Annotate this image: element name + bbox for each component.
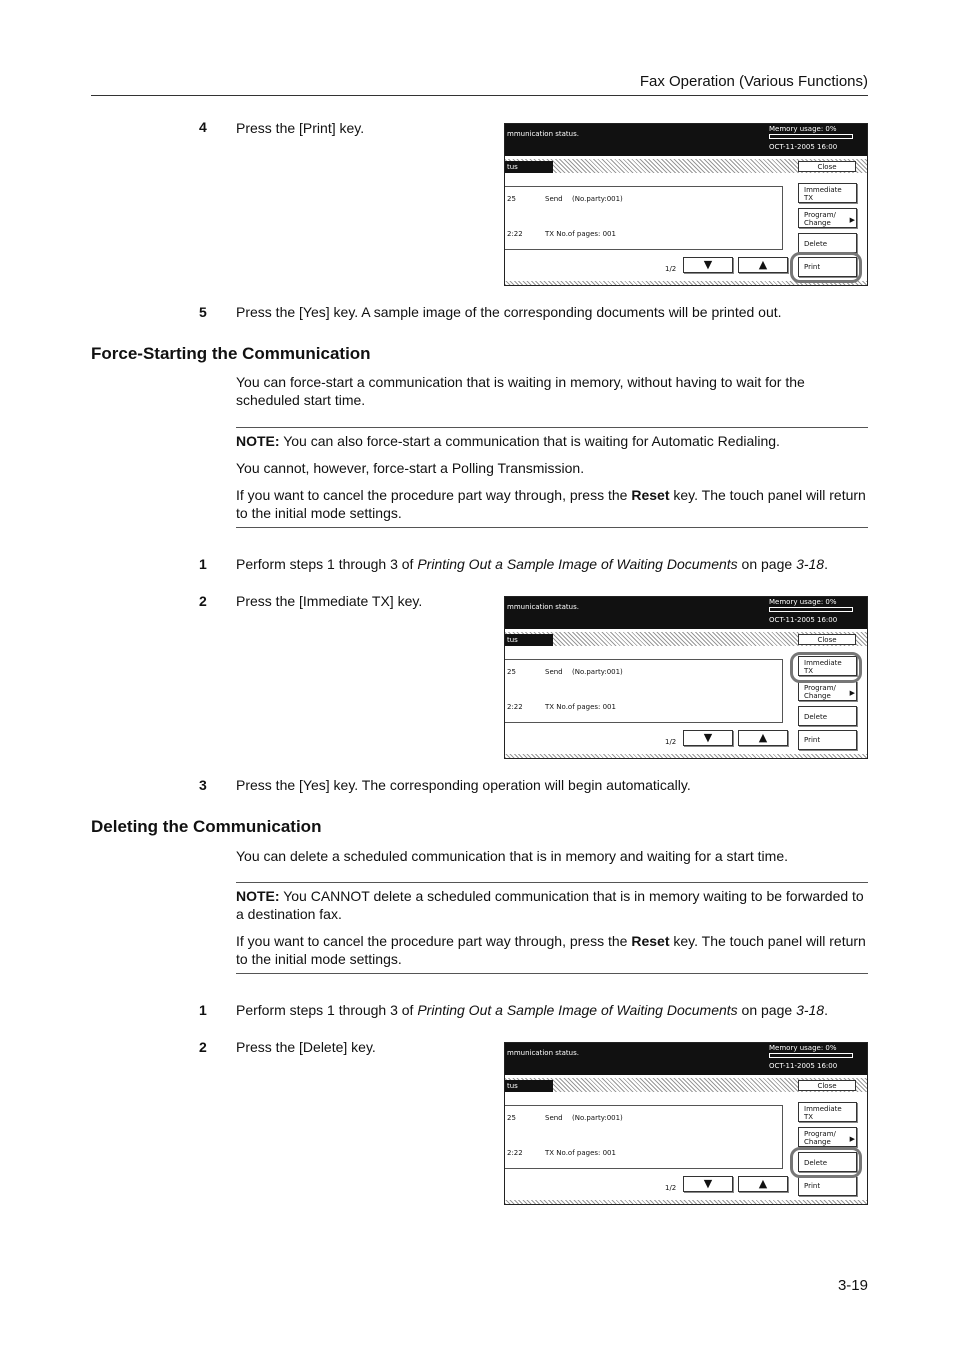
arrow-right-icon: ▶ [849, 216, 855, 224]
job-time: 2:22 [507, 230, 523, 238]
immediate-tx-button[interactable]: Immediate TX [798, 1102, 857, 1122]
touch-panel-delete [504, 1042, 868, 1205]
job-list [505, 186, 783, 250]
step-text: Press the [Delete] key. [236, 1039, 376, 1055]
job-type: Send [545, 668, 563, 676]
section-intro: You can force-start a communication that is waiting in memory, without having to wait for the scheduled start time. [236, 374, 805, 408]
close-button[interactable]: Close [798, 161, 856, 172]
highlight-ring [790, 652, 862, 683]
scroll-up-button[interactable]: ▲ [738, 730, 788, 746]
reset-key-label: Reset [631, 487, 670, 503]
step-number: 3 [199, 777, 207, 793]
step-number: 1 [199, 556, 207, 572]
note-text: You CANNOT delete a scheduled communication that is in memory waiting to be forwarded to a destination fax. [236, 888, 864, 922]
close-button[interactable]: Close [798, 1080, 856, 1091]
job-list [505, 1105, 783, 1169]
job-list [505, 659, 783, 723]
touch-panel-immediate [504, 596, 868, 759]
job-pages: TX No.of pages: 001 [545, 230, 616, 238]
job-time: 2:22 [507, 1149, 523, 1157]
status-title: mmunication status. [507, 1049, 579, 1057]
note-text: key. The touch panel will return to the initial mode settings. [236, 933, 866, 967]
page-reference: 3-18 [796, 1002, 825, 1018]
date-time: OCT-11-2005 16:00 [769, 616, 838, 624]
memory-usage: Memory usage: 0% [769, 1044, 837, 1052]
memory-bar [769, 1053, 853, 1058]
date-time: OCT-11-2005 16:00 [769, 1062, 838, 1070]
program-change-button[interactable]: Program/ Change ▶ [798, 1127, 857, 1147]
print-button[interactable]: Print [798, 1176, 857, 1196]
section-heading: Deleting the Communication [91, 817, 322, 836]
arrow-right-icon: ▶ [849, 689, 855, 697]
panel-footer [505, 1200, 867, 1204]
note-text: You can also force-start a communication that is waiting for Automatic Redialing. [279, 433, 780, 449]
immediate-tx-button[interactable]: Immediate TX [798, 183, 857, 203]
arrow-right-icon: ▶ [849, 1135, 855, 1143]
header-title: Fax Operation (Various Functions) [639, 73, 868, 90]
job-id: 25 [507, 668, 516, 676]
immediate-tx-button[interactable]: Immediate TX [798, 656, 857, 676]
job-party: (No.party:001) [572, 1114, 623, 1122]
scroll-up-button[interactable]: ▲ [738, 257, 788, 273]
scroll-down-button[interactable]: ▼ [683, 1176, 733, 1192]
job-pages: TX No.of pages: 001 [545, 703, 616, 711]
job-id: 25 [507, 195, 516, 203]
job-time: 2:22 [507, 703, 523, 711]
reference-link: Printing Out a Sample Image of Waiting Documents [417, 556, 738, 572]
print-button[interactable]: Print [798, 730, 857, 750]
panel-header [505, 124, 867, 156]
step-text: Perform steps 1 through 3 of Printing Out a Sample Image of Waiting Documents on page 3-18. [236, 556, 828, 572]
note-box [236, 882, 868, 974]
program-change-button[interactable]: Program/ Change ▶ [798, 681, 857, 701]
note-box [236, 427, 868, 528]
step-number: 4 [199, 119, 207, 135]
scroll-down-button[interactable]: ▼ [683, 257, 733, 273]
job-type: Send [545, 1114, 563, 1122]
step-text: Perform steps 1 through 3 of Printing Out a Sample Image of Waiting Documents on page 3-18. [236, 1002, 828, 1018]
touch-panel-print [504, 123, 868, 286]
note-text: key. The touch panel will return to the initial mode settings. [236, 487, 866, 521]
reference-link: Printing Out a Sample Image of Waiting Documents [417, 1002, 738, 1018]
reset-key-label: Reset [631, 933, 670, 949]
note-label: NOTE: [236, 433, 280, 449]
status-tab[interactable]: tus [505, 161, 553, 173]
panel-footer [505, 754, 867, 758]
page-indicator: 1/2 [665, 265, 677, 273]
page-indicator: 1/2 [665, 1184, 677, 1192]
print-button[interactable]: Print [798, 257, 857, 277]
job-party: (No.party:001) [572, 195, 623, 203]
status-title: mmunication status. [507, 130, 579, 138]
scroll-down-button[interactable]: ▼ [683, 730, 733, 746]
status-title: mmunication status. [507, 603, 579, 611]
program-change-button[interactable]: Program/ Change ▶ [798, 208, 857, 228]
memory-usage: Memory usage: 0% [769, 598, 837, 606]
step-text: Press the [Print] key. [236, 120, 365, 136]
delete-button[interactable]: Delete [798, 233, 857, 253]
note-text: If you want to cancel the procedure part way through, press the [236, 933, 632, 949]
job-party: (No.party:001) [572, 668, 623, 676]
step-text: Press the [Yes] key. The corresponding operation will begin automatically. [236, 777, 691, 793]
page-reference: 3-18 [796, 556, 825, 572]
note-label: NOTE: [236, 888, 280, 904]
status-tab[interactable]: tus [505, 634, 553, 646]
step-number: 1 [199, 1002, 207, 1018]
step-number: 5 [199, 304, 207, 320]
step-text: Press the [Immediate TX] key. [236, 593, 423, 609]
note-text: You cannot, however, force-start a Polling Transmission. [236, 460, 585, 476]
job-id: 25 [507, 1114, 516, 1122]
highlight-ring [790, 1147, 862, 1178]
panel-header [505, 1043, 867, 1075]
highlight-ring [790, 252, 862, 283]
date-time: OCT-11-2005 16:00 [769, 143, 838, 151]
page-number: 3-19 [837, 1277, 868, 1294]
step-number: 2 [199, 593, 207, 609]
page-indicator: 1/2 [665, 738, 677, 746]
section-intro: You can delete a scheduled communication that is in memory and waiting for a start time. [236, 848, 788, 864]
delete-button[interactable]: Delete [798, 706, 857, 726]
delete-button[interactable]: Delete [798, 1152, 857, 1172]
memory-bar [769, 607, 853, 612]
step-text: Press the [Yes] key. A sample image of the corresponding documents will be printed out. [236, 304, 782, 320]
job-pages: TX No.of pages: 001 [545, 1149, 616, 1157]
memory-usage: Memory usage: 0% [769, 125, 837, 133]
status-tab[interactable]: tus [505, 1080, 553, 1092]
job-type: Send [545, 195, 563, 203]
header-rule [91, 95, 868, 96]
panel-header [505, 597, 867, 629]
scroll-up-button[interactable]: ▲ [738, 1176, 788, 1192]
note-text: If you want to cancel the procedure part way through, press the [236, 487, 632, 503]
step-number: 2 [199, 1039, 207, 1055]
close-button[interactable]: Close [798, 634, 856, 645]
section-heading: Force-Starting the Communication [91, 344, 371, 363]
memory-bar [769, 134, 853, 139]
